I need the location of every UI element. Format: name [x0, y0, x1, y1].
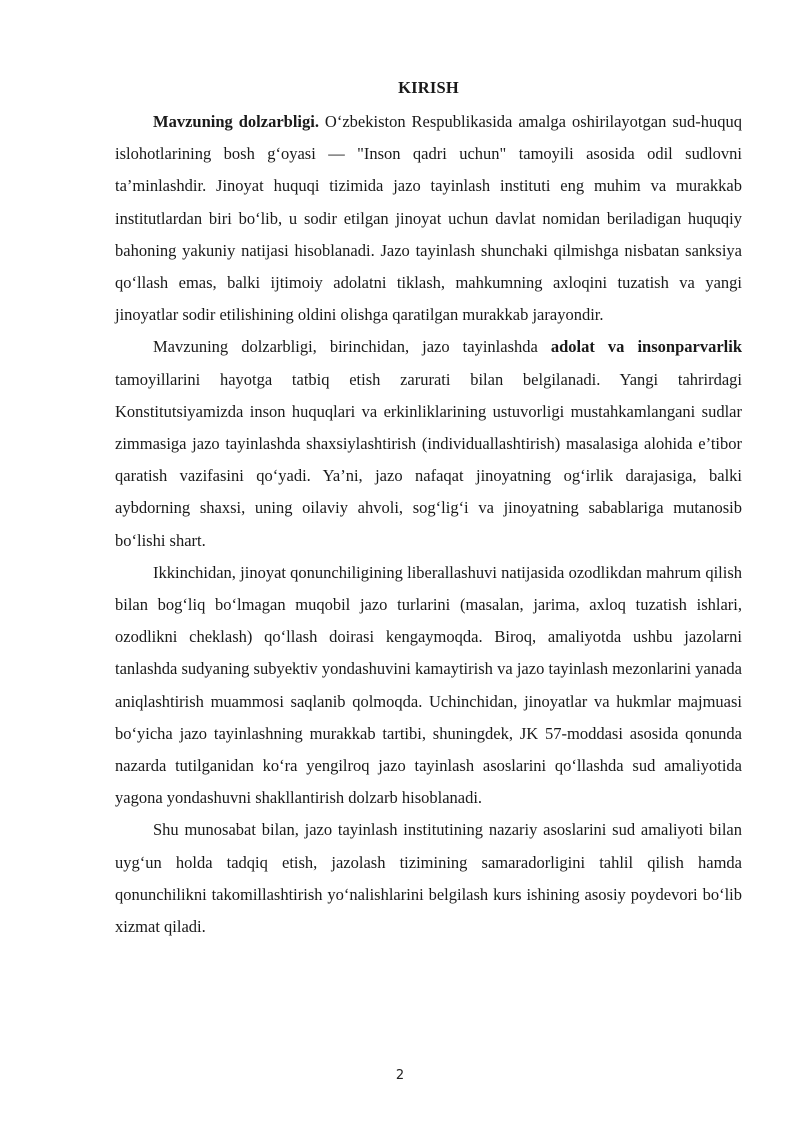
paragraph-conclusion: Shu munosabat bilan, jazo tayinlash institutining nazariy asoslarini sud amaliyoti bilan uyg‘un holda tadqiq etish, jazolash tizimining samaradorligini tahlil qilish hamda qonunchilikni takomillashtirish yo‘nalishlarini belgilash kurs ishining asosiy poydevori bo‘lib xizmat qiladi.	[115, 820, 742, 937]
paragraph-text-after: tamoyillarini hayotga tatbiq etish zarurati bilan belgilanadi. Yangi tahrirdagi Konstitutsiyamizda inson huquqlari va erkinliklarining ustuvorligi mustahkamlangani sudlar zimmasiga jazo tayinlashda shaxsiylashtirish (individuallashtirish) masalasiga alohida e’tibor qaratish vazifasini qo‘yadi. Ya’ni, jazo nafaqat jinoyatning og‘irlik darajasiga, balki aybdorning shaxsi, uning oilaviy ahvoli, sog‘lig‘i va jinoyatning sabablariga mutanosib bo‘lishi shart.	[115, 369, 742, 550]
paragraph-lead-bold: Mavzuning dolzarbligi.	[153, 112, 319, 131]
paragraph-second-reason: Ikkinchidan, jinoyat qonunchiligining liberallashuvi natijasida ozodlikdan mahrum qilish bilan bog‘liq bo‘lmagan muqobil jazo turlarini (masalan, jarima, axloq tuzatish ishlari, ozodlikni cheklash) qo‘llash doirasi kengaymoqda. Biroq, amaliyotda ushbu jazolarni tanlashda sudyaning subyektiv yondashuvini kamaytirish va jazo tayinlash mezonlarini yanada aniqlashtirish muammosi saqlanib qolmoqda. Uchinchidan, jinoyatlar va hukmlar majmuasi bo‘yicha jazo tayinlashning murakkab tartibi, shuningdek, JK 57-moddasi asosida qonunda nazarda tutilganidan ko‘ra yengilroq jazo tayinlash asoslarini qo‘llashda sud amaliyotida yagona yondashuvni shakllantirish dolzarb hisoblanadi.	[115, 562, 742, 808]
section-heading: KIRISH	[398, 78, 459, 97]
paragraph-relevance	[115, 106, 742, 331]
paragraph-text-before: Mavzuning dolzarbligi, birinchidan, jazo tayinlashda	[153, 337, 551, 357]
paragraph-bold-phrase: adolat va insonparvarlik	[550, 337, 742, 357]
document-page	[115, 78, 742, 943]
paragraph-text: O‘zbekiston Respublikasida amalga oshirilayotgan sud-huquq islohotlarining bosh g‘oyasi — "Inson qadri uchun" tamoyili asosida odil sudlovni ta’minlashdir. Jinoyat huquqi tizimida jazo tayinlash instituti eng muhim va murakkab institutlardan biri bo‘lib, u sodir etilgan jinoyat uchun davlat nomidan beriladigan huquqiy bahoning yakuniy natijasi hisoblanadi. Jazo tayinlash shunchaki qilmishga nisbatan sanksiya qo‘llash emas, balki ijtimoiy adolatni tiklash, mahkumning axloqini tuzatish va yangi jinoyatlar sodir etilishining oldini olishga qaratilgan murakkab jarayondir.	[115, 112, 742, 325]
paragraph-first-reason	[115, 331, 742, 556]
page-number: 2	[395, 1068, 405, 1083]
